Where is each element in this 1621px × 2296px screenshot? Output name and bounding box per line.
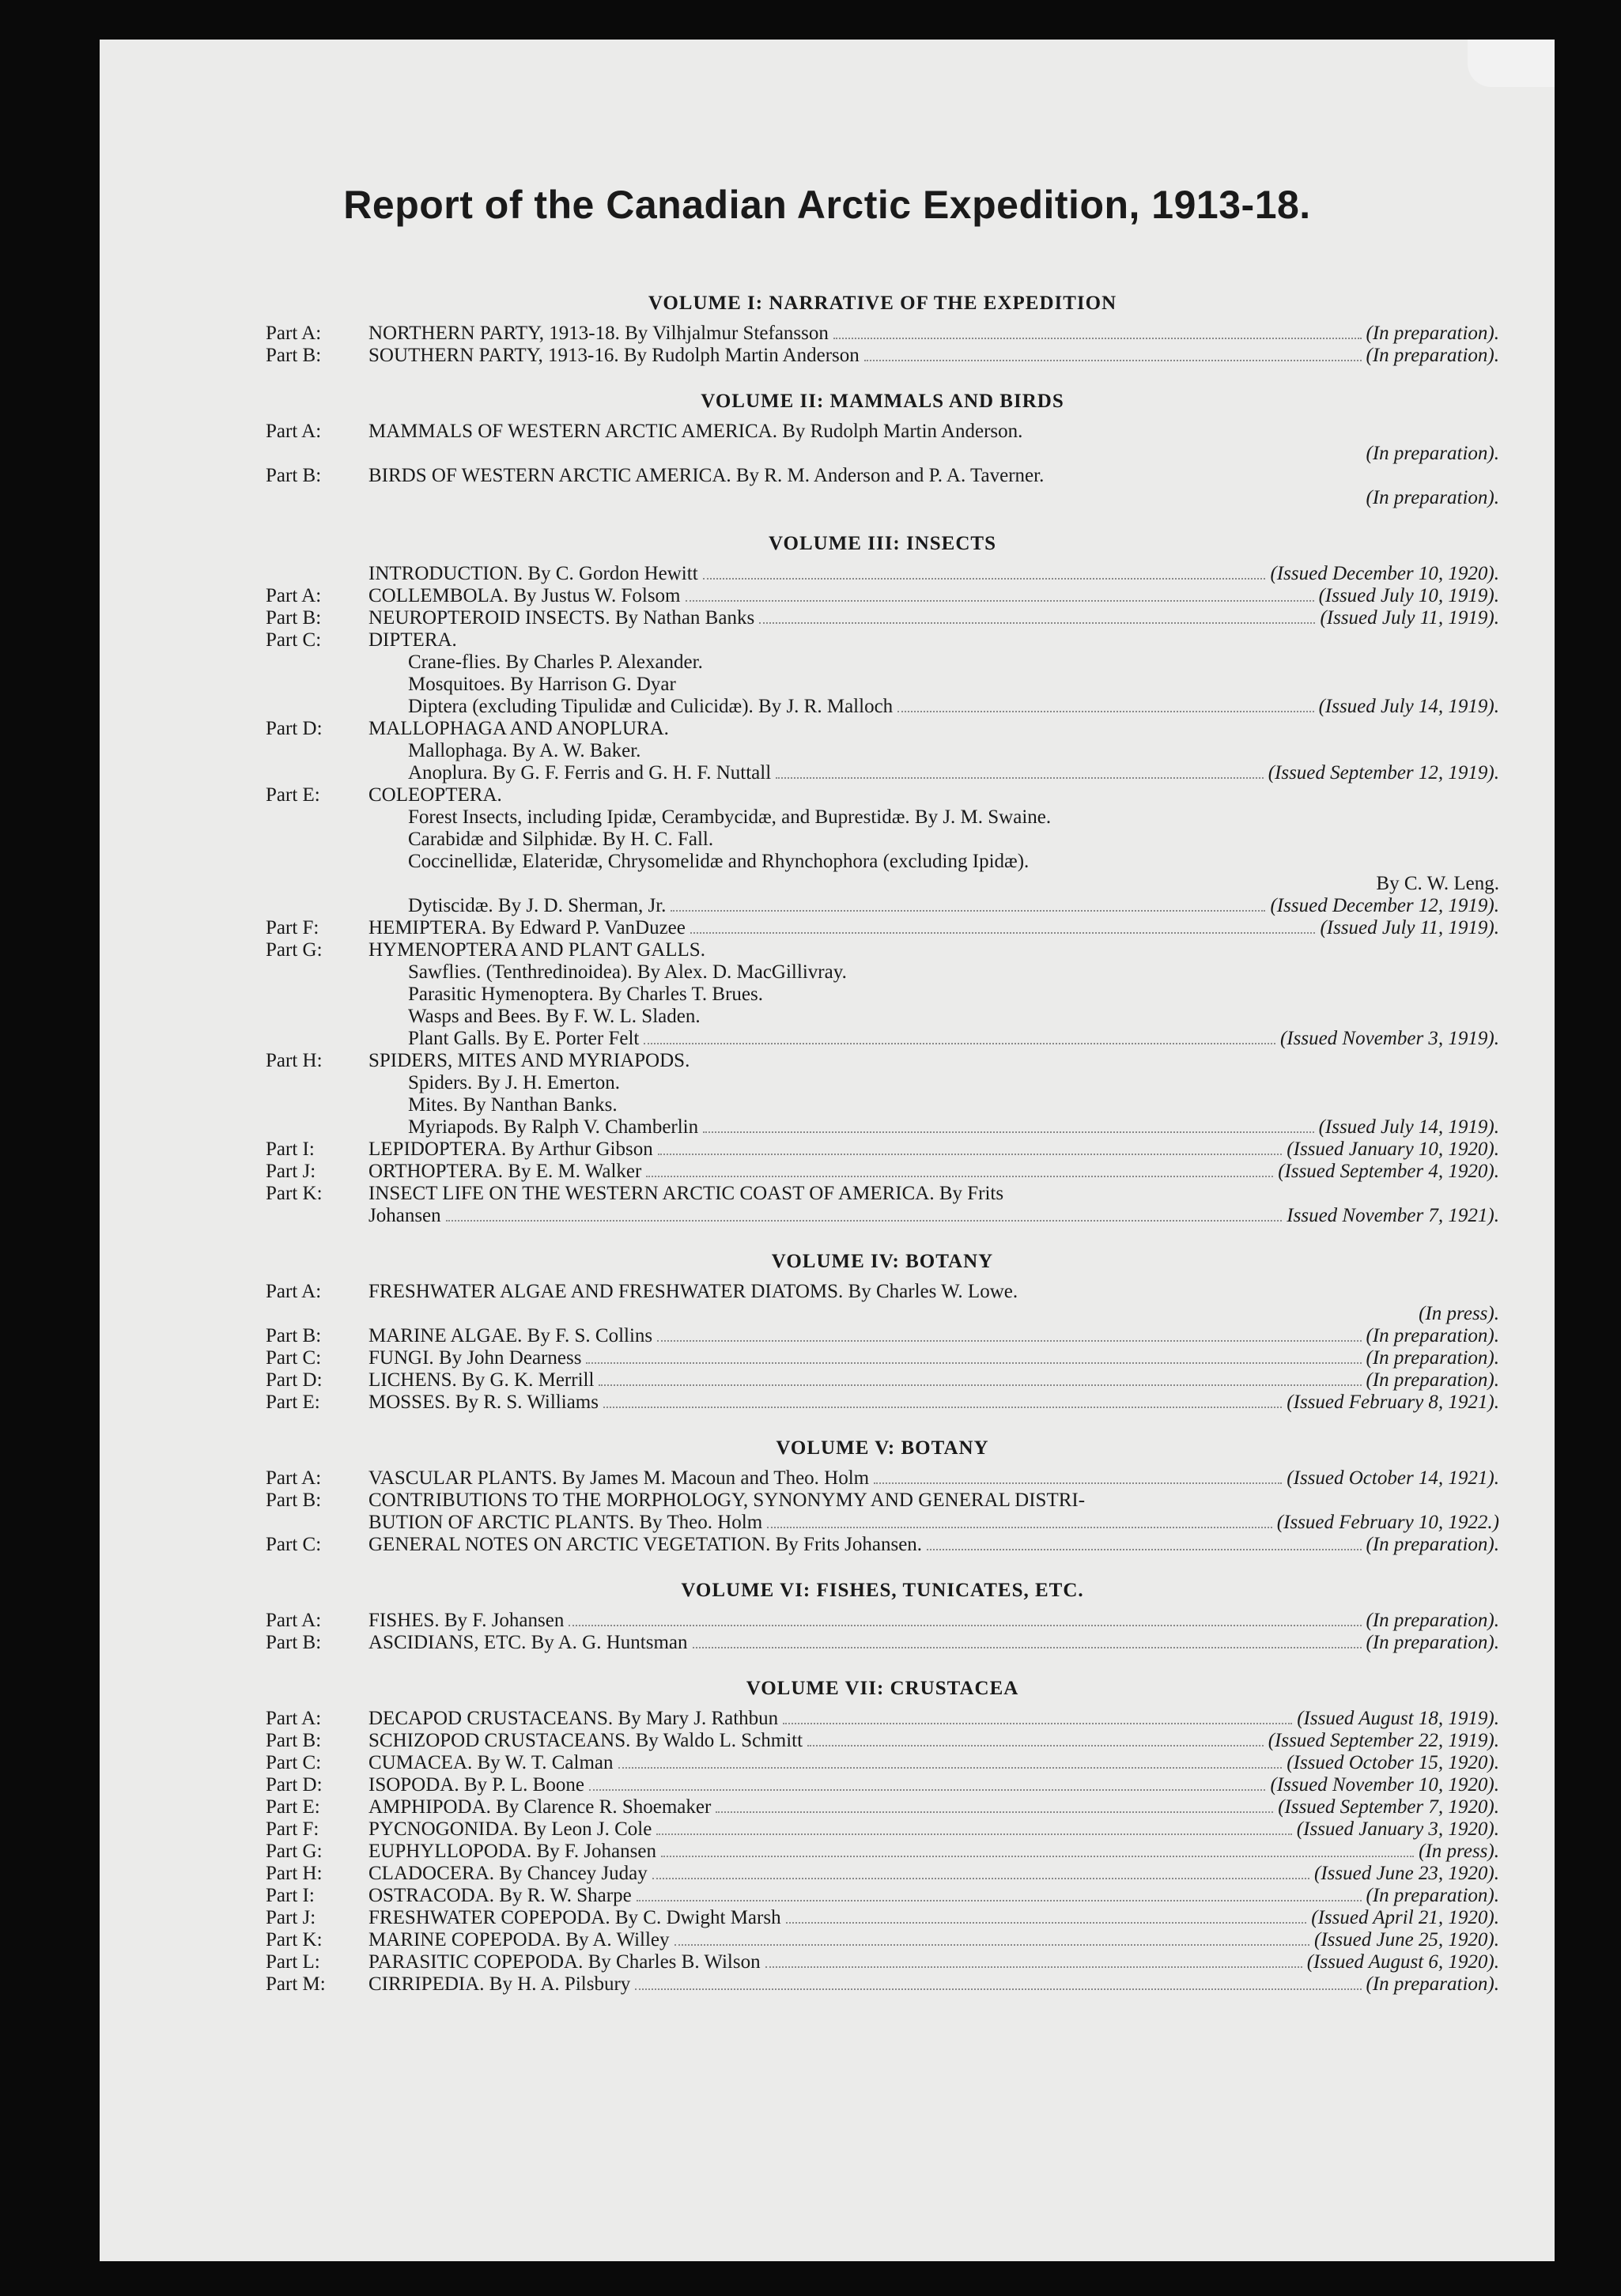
entry-row xyxy=(266,1139,1499,1161)
entry-row xyxy=(408,851,1499,873)
entry-row xyxy=(408,1006,1499,1028)
entry-status: (Issued February 10, 1922.) xyxy=(1276,1512,1499,1533)
entry-text: Plant Galls. By E. Porter Felt xyxy=(408,1028,640,1049)
leader-dots xyxy=(446,1220,1283,1222)
part-label: Part E: xyxy=(266,1392,320,1413)
entry-status: (In preparation). xyxy=(1366,1369,1499,1391)
leader-dots xyxy=(656,1833,1291,1835)
part-label: Part B: xyxy=(266,1490,322,1511)
entry-text: Forest Insects, including Ipidæ, Cerambycidæ, and Buprestidæ. By J. M. Swaine. xyxy=(408,806,1052,828)
part-label: Part J: xyxy=(266,1161,316,1182)
volume-section xyxy=(266,1580,1499,1654)
entry-status: (In press). xyxy=(1419,1841,1499,1862)
part-label: Part A: xyxy=(266,1610,322,1631)
entry-row xyxy=(408,674,1499,696)
entry-row xyxy=(408,762,1499,784)
leader-dots xyxy=(671,910,1265,912)
entry-row xyxy=(266,1183,1499,1205)
entry-row xyxy=(408,696,1499,718)
entry-row xyxy=(408,961,1499,984)
entry-status: (In press). xyxy=(1419,1303,1499,1324)
leader-dots xyxy=(864,360,1362,361)
entry-row xyxy=(266,1907,1499,1929)
leader-dots xyxy=(927,1549,1361,1550)
entry-text: BIRDS OF WESTERN ARCTIC AMERICA. By R. M. Anderson and P. A. Taverner. xyxy=(368,465,1045,486)
entry-row xyxy=(266,1632,1499,1654)
part-label: Part H: xyxy=(266,1863,323,1884)
entry-status: (Issued December 12, 1919). xyxy=(1270,895,1499,916)
leader-dots xyxy=(767,1527,1272,1528)
entry-text: INSECT LIFE ON THE WESTERN ARCTIC COAST OF AMERICA. By Frits xyxy=(368,1183,1004,1204)
entry-text: FISHES. By F. Johansen xyxy=(368,1610,565,1631)
leader-dots xyxy=(765,1966,1302,1968)
part-label: Part G: xyxy=(266,939,323,961)
part-label: Part D: xyxy=(266,718,323,739)
entry-status: (Issued June 25, 1920). xyxy=(1314,1929,1499,1950)
entry-row xyxy=(266,465,1499,487)
part-label: Part B: xyxy=(266,1730,322,1751)
entry-text: FRESHWATER COPEPODA. By C. Dwight Marsh xyxy=(368,1907,781,1928)
volume-heading: VOLUME V: BOTANY xyxy=(776,1437,989,1459)
entry-text: LEPIDOPTERA. By Arthur Gibson xyxy=(368,1139,653,1160)
entry-text: ORTHOPTERA. By E. M. Walker xyxy=(368,1161,642,1182)
entry-row xyxy=(266,1325,1499,1347)
volume-section xyxy=(266,533,1499,1227)
entry-text: VASCULAR PLANTS. By James M. Macoun and Theo. Holm xyxy=(368,1467,870,1489)
volume-section xyxy=(266,1678,1499,1996)
part-label: Part A: xyxy=(266,421,322,442)
entry-row xyxy=(266,1818,1499,1841)
entry-text: Johansen xyxy=(368,1205,441,1226)
entry-text: Mosquitoes. By Harrison G. Dyar xyxy=(408,674,676,695)
entry-text: OSTRACODA. By R. W. Sharpe xyxy=(368,1885,632,1906)
entry-text: SOUTHERN PARTY, 1913-16. By Rudolph Martin Anderson xyxy=(368,345,860,366)
part-label: Part I: xyxy=(266,1139,315,1160)
entry-row xyxy=(266,1050,1499,1072)
leader-dots xyxy=(693,1647,1362,1648)
entry-row xyxy=(368,1205,1499,1227)
part-label: Part E: xyxy=(266,1796,320,1818)
entry-text: COLEOPTERA. xyxy=(368,784,502,806)
entry-status: (Issued September 22, 1919). xyxy=(1268,1730,1499,1751)
entry-text: CUMACEA. By W. T. Calman xyxy=(368,1752,614,1773)
entry-status: (In preparation). xyxy=(1366,1610,1499,1631)
entry-status: (Issued August 18, 1919). xyxy=(1297,1708,1499,1729)
entry-status: (Issued June 23, 1920). xyxy=(1314,1863,1499,1884)
part-label: Part C: xyxy=(266,629,322,651)
entry-status: (In preparation). xyxy=(1366,1534,1499,1555)
part-label: Part F: xyxy=(266,917,319,938)
leader-dots xyxy=(674,1944,1310,1946)
entry-text: Carabidæ and Silphidæ. By H. C. Fall. xyxy=(408,829,714,850)
part-label: Part B: xyxy=(266,345,322,366)
entry-status: (In preparation). xyxy=(1366,487,1499,508)
entry-row xyxy=(266,345,1499,367)
entry-row xyxy=(266,1392,1499,1414)
entry-text: INTRODUCTION. By C. Gordon Hewitt xyxy=(368,563,698,584)
leader-dots xyxy=(569,1625,1361,1626)
volume-heading: VOLUME I: NARRATIVE OF THE EXPEDITION xyxy=(648,293,1117,314)
part-label: Part L: xyxy=(266,1951,320,1973)
entry-row xyxy=(266,1774,1499,1796)
entry-text: LICHENS. By G. K. Merrill xyxy=(368,1369,595,1391)
leader-dots xyxy=(644,1043,1275,1044)
leader-dots xyxy=(703,1131,1313,1133)
entry-text: NEUROPTEROID INSECTS. By Nathan Banks xyxy=(368,607,755,629)
leader-dots xyxy=(807,1745,1264,1747)
entry-text: Mallophaga. By A. W. Baker. xyxy=(408,740,641,761)
entry-row xyxy=(266,1973,1499,1996)
entry-text: BUTION OF ARCTIC PLANTS. By Theo. Holm xyxy=(368,1512,763,1533)
entry-text: CONTRIBUTIONS TO THE MORPHOLOGY, SYNONYMY AND GENERAL DISTRI- xyxy=(368,1490,1086,1511)
leader-dots xyxy=(897,711,1313,712)
entry-row xyxy=(266,1730,1499,1752)
entry-row xyxy=(408,895,1499,917)
document-page xyxy=(100,40,1555,2261)
entry-text: CLADOCERA. By Chancey Juday xyxy=(368,1863,648,1884)
part-label: Part K: xyxy=(266,1929,323,1950)
entry-row xyxy=(266,1885,1499,1907)
part-label: Part A: xyxy=(266,1281,322,1302)
entry-status: (In preparation). xyxy=(1366,1973,1499,1995)
entry-status: (Issued November 3, 1919). xyxy=(1279,1028,1499,1049)
entry-row xyxy=(266,1610,1499,1632)
entry-row xyxy=(408,1116,1499,1139)
entry-row xyxy=(266,1929,1499,1951)
part-label: Part A: xyxy=(266,1708,322,1729)
part-label: Part C: xyxy=(266,1752,322,1773)
part-label: Part C: xyxy=(266,1347,322,1369)
leader-dots xyxy=(646,1176,1273,1177)
entry-row xyxy=(408,829,1499,851)
volume-section xyxy=(266,1251,1499,1414)
entry-text: Anoplura. By G. F. Ferris and G. H. F. Nuttall xyxy=(408,762,772,784)
entry-row xyxy=(266,585,1499,607)
entry-row xyxy=(408,651,1499,674)
part-label: Part I: xyxy=(266,1885,315,1906)
entry-text: Myriapods. By Ralph V. Chamberlin xyxy=(408,1116,699,1138)
entry-text: DECAPOD CRUSTACEANS. By Mary J. Rathbun xyxy=(368,1708,779,1729)
entry-status: (Issued September 4, 1920). xyxy=(1278,1161,1499,1182)
entry-text: SPIDERS, MITES AND MYRIAPODS. xyxy=(368,1050,690,1071)
entry-row xyxy=(368,1512,1499,1534)
entry-text: Mites. By Nanthan Banks. xyxy=(408,1094,618,1116)
entry-row xyxy=(266,1347,1499,1369)
entry-text: Dytiscidæ. By J. D. Sherman, Jr. xyxy=(408,895,667,916)
entry-status: (Issued July 10, 1919). xyxy=(1318,585,1499,606)
entry-row xyxy=(266,1161,1499,1183)
entry-text: MALLOPHAGA AND ANOPLURA. xyxy=(368,718,669,739)
leader-dots xyxy=(690,932,1316,934)
entry-status: (In preparation). xyxy=(1366,1347,1499,1369)
entry-text: PARASITIC COPEPODA. By Charles B. Wilson xyxy=(368,1951,761,1973)
entry-text: AMPHIPODA. By Clarence R. Shoemaker xyxy=(368,1796,712,1818)
page-title: Report of the Canadian Arctic Expedition, 1913-18. xyxy=(343,183,1311,227)
entry-text: FRESHWATER ALGAE AND FRESHWATER DIATOMS. By Charles W. Lowe. xyxy=(368,1281,1018,1302)
entry-status: (Issued July 14, 1919). xyxy=(1318,696,1499,717)
entry-status: (In preparation). xyxy=(1366,345,1499,366)
page-edge-tab xyxy=(1468,40,1555,87)
leader-dots xyxy=(618,1767,1283,1769)
part-label: Part H: xyxy=(266,1050,323,1071)
entry-text: Sawflies. (Tenthredinoidea). By Alex. D. MacGillivray. xyxy=(408,961,847,983)
byline: By C. W. Leng. xyxy=(1376,873,1499,894)
entry-row xyxy=(266,1467,1499,1490)
part-label: Part A: xyxy=(266,1467,322,1489)
entry-text: EUPHYLLOPODA. By F. Johansen xyxy=(368,1841,656,1862)
publication-list xyxy=(266,293,1499,2019)
entry-status: (Issued July 14, 1919). xyxy=(1318,1116,1499,1138)
entry-row xyxy=(266,1752,1499,1774)
leader-dots xyxy=(703,578,1266,580)
volume-heading: VOLUME IV: BOTANY xyxy=(771,1251,994,1272)
part-label: Part A: xyxy=(266,323,322,344)
volume-section xyxy=(266,391,1499,509)
leader-dots xyxy=(603,1407,1282,1408)
leader-dots xyxy=(783,1723,1292,1724)
part-label: Part E: xyxy=(266,784,320,806)
part-label: Part B: xyxy=(266,465,322,486)
part-label: Part J: xyxy=(266,1907,316,1928)
entry-text: SCHIZOPOD CRUSTACEANS. By Waldo L. Schmitt xyxy=(368,1730,803,1751)
entry-text: NORTHERN PARTY, 1913-18. By Vilhjalmur Stefansson xyxy=(368,323,829,344)
entry-row xyxy=(266,1863,1499,1885)
leader-dots xyxy=(661,1856,1414,1857)
entry-status: (Issued January 3, 1920). xyxy=(1296,1818,1499,1840)
entry-text: ASCIDIANS, ETC. By A. G. Huntsman xyxy=(368,1632,688,1653)
entry-row xyxy=(408,740,1499,762)
part-label: Part G: xyxy=(266,1841,323,1862)
leader-dots xyxy=(637,1900,1362,1901)
entry-row xyxy=(266,718,1499,740)
part-label: Part K: xyxy=(266,1183,323,1204)
entry-row xyxy=(408,984,1499,1006)
entry-status: (Issued August 6, 1920). xyxy=(1306,1951,1499,1973)
entry-status: (Issued July 11, 1919). xyxy=(1320,607,1499,629)
leader-dots xyxy=(586,1362,1361,1364)
entry-row xyxy=(266,917,1499,939)
leader-dots xyxy=(657,1340,1361,1342)
part-label: Part B: xyxy=(266,607,322,629)
entry-row xyxy=(266,1708,1499,1730)
entry-row xyxy=(266,629,1499,651)
entry-row xyxy=(266,1951,1499,1973)
entry-row xyxy=(266,607,1499,629)
entry-row xyxy=(368,563,1499,585)
entry-text: MARINE ALGAE. By F. S. Collins xyxy=(368,1325,653,1346)
entry-status: (Issued November 10, 1920). xyxy=(1270,1774,1499,1796)
entry-text: HEMIPTERA. By Edward P. VanDuzee xyxy=(368,917,686,938)
entry-text: Parasitic Hymenoptera. By Charles T. Brues. xyxy=(408,984,763,1005)
leader-dots xyxy=(776,777,1264,779)
entry-text: Diptera (excluding Tipulidæ and Culicidæ). By J. R. Malloch xyxy=(408,696,894,717)
entry-row xyxy=(266,1841,1499,1863)
entry-row xyxy=(408,1072,1499,1094)
part-label: Part F: xyxy=(266,1818,319,1840)
entry-status: Issued November 7, 1921). xyxy=(1287,1205,1499,1226)
entry-status: (In preparation). xyxy=(1366,1632,1499,1653)
entry-text: FUNGI. By John Dearness xyxy=(368,1347,582,1369)
volume-section xyxy=(266,293,1499,367)
leader-dots xyxy=(874,1482,1282,1484)
entry-text: Crane-flies. By Charles P. Alexander. xyxy=(408,651,703,673)
part-label: Part D: xyxy=(266,1369,323,1391)
entry-status: (Issued February 8, 1921). xyxy=(1287,1392,1499,1413)
part-label: Part A: xyxy=(266,585,322,606)
leader-dots xyxy=(786,1922,1307,1924)
entry-text: CIRRIPEDIA. By H. A. Pilsbury xyxy=(368,1973,631,1995)
entry-text: GENERAL NOTES ON ARCTIC VEGETATION. By Frits Johansen. xyxy=(368,1534,923,1555)
entry-status: (Issued September 7, 1920). xyxy=(1278,1796,1499,1818)
entry-text: COLLEMBOLA. By Justus W. Folsom xyxy=(368,585,681,606)
entry-text: Spiders. By J. H. Emerton. xyxy=(408,1072,621,1093)
leader-dots xyxy=(833,338,1362,339)
entry-text: ISOPODA. By P. L. Boone xyxy=(368,1774,584,1796)
leader-dots xyxy=(599,1384,1361,1386)
entry-status: (Issued January 10, 1920). xyxy=(1287,1139,1499,1160)
entry-status: (Issued July 11, 1919). xyxy=(1320,917,1499,938)
entry-row xyxy=(408,1028,1499,1050)
entry-row xyxy=(266,784,1499,806)
entry-text: MARINE COPEPODA. By A. Willey xyxy=(368,1929,670,1950)
leader-dots xyxy=(658,1154,1283,1155)
volume-section xyxy=(266,1437,1499,1556)
volume-heading: VOLUME VI: FISHES, TUNICATES, ETC. xyxy=(681,1580,1084,1601)
entry-status: (Issued September 12, 1919). xyxy=(1268,762,1499,784)
leader-dots xyxy=(686,600,1314,602)
entry-text: DIPTERA. xyxy=(368,629,457,651)
entry-row xyxy=(266,1281,1499,1303)
entry-status: (In preparation). xyxy=(1366,443,1499,464)
leader-dots xyxy=(716,1811,1273,1813)
entry-row xyxy=(266,1796,1499,1818)
entry-row xyxy=(408,1094,1499,1116)
entry-row xyxy=(266,1490,1499,1512)
entry-status: (Issued October 15, 1920). xyxy=(1287,1752,1499,1773)
leader-dots xyxy=(589,1789,1266,1791)
entry-status: (Issued October 14, 1921). xyxy=(1287,1467,1499,1489)
part-label: Part B: xyxy=(266,1325,322,1346)
volume-heading: VOLUME II: MAMMALS AND BIRDS xyxy=(701,391,1064,412)
entry-text: Wasps and Bees. By F. W. L. Sladen. xyxy=(408,1006,701,1027)
entry-text: PYCNOGONIDA. By Leon J. Cole xyxy=(368,1818,652,1840)
entry-text: MOSSES. By R. S. Williams xyxy=(368,1392,599,1413)
part-label: Part M: xyxy=(266,1973,326,1995)
entry-text: Coccinellidæ, Elateridæ, Chrysomelidæ and Rhynchophora (excluding Ipidæ). xyxy=(408,851,1030,872)
entry-row xyxy=(266,421,1499,443)
entry-text: MAMMALS OF WESTERN ARCTIC AMERICA. By Rudolph Martin Anderson. xyxy=(368,421,1023,442)
leader-dots xyxy=(759,622,1315,624)
entry-status: (In preparation). xyxy=(1366,323,1499,344)
entry-row xyxy=(408,806,1499,829)
entry-status: (Issued April 21, 1920). xyxy=(1311,1907,1499,1928)
part-label: Part C: xyxy=(266,1534,322,1555)
entry-status: (In preparation). xyxy=(1366,1885,1499,1906)
leader-dots xyxy=(652,1878,1309,1879)
entry-row xyxy=(266,1534,1499,1556)
part-label: Part D: xyxy=(266,1774,323,1796)
entry-status: (Issued December 10, 1920). xyxy=(1270,563,1499,584)
entry-row xyxy=(266,939,1499,961)
leader-dots xyxy=(635,1988,1361,1990)
entry-text: HYMENOPTERA AND PLANT GALLS. xyxy=(368,939,705,961)
part-label: Part B: xyxy=(266,1632,322,1653)
entry-row xyxy=(266,323,1499,345)
entry-row xyxy=(266,1369,1499,1392)
volume-heading: VOLUME VII: CRUSTACEA xyxy=(746,1678,1019,1699)
volume-heading: VOLUME III: INSECTS xyxy=(768,533,996,554)
entry-status: (In preparation). xyxy=(1366,1325,1499,1346)
